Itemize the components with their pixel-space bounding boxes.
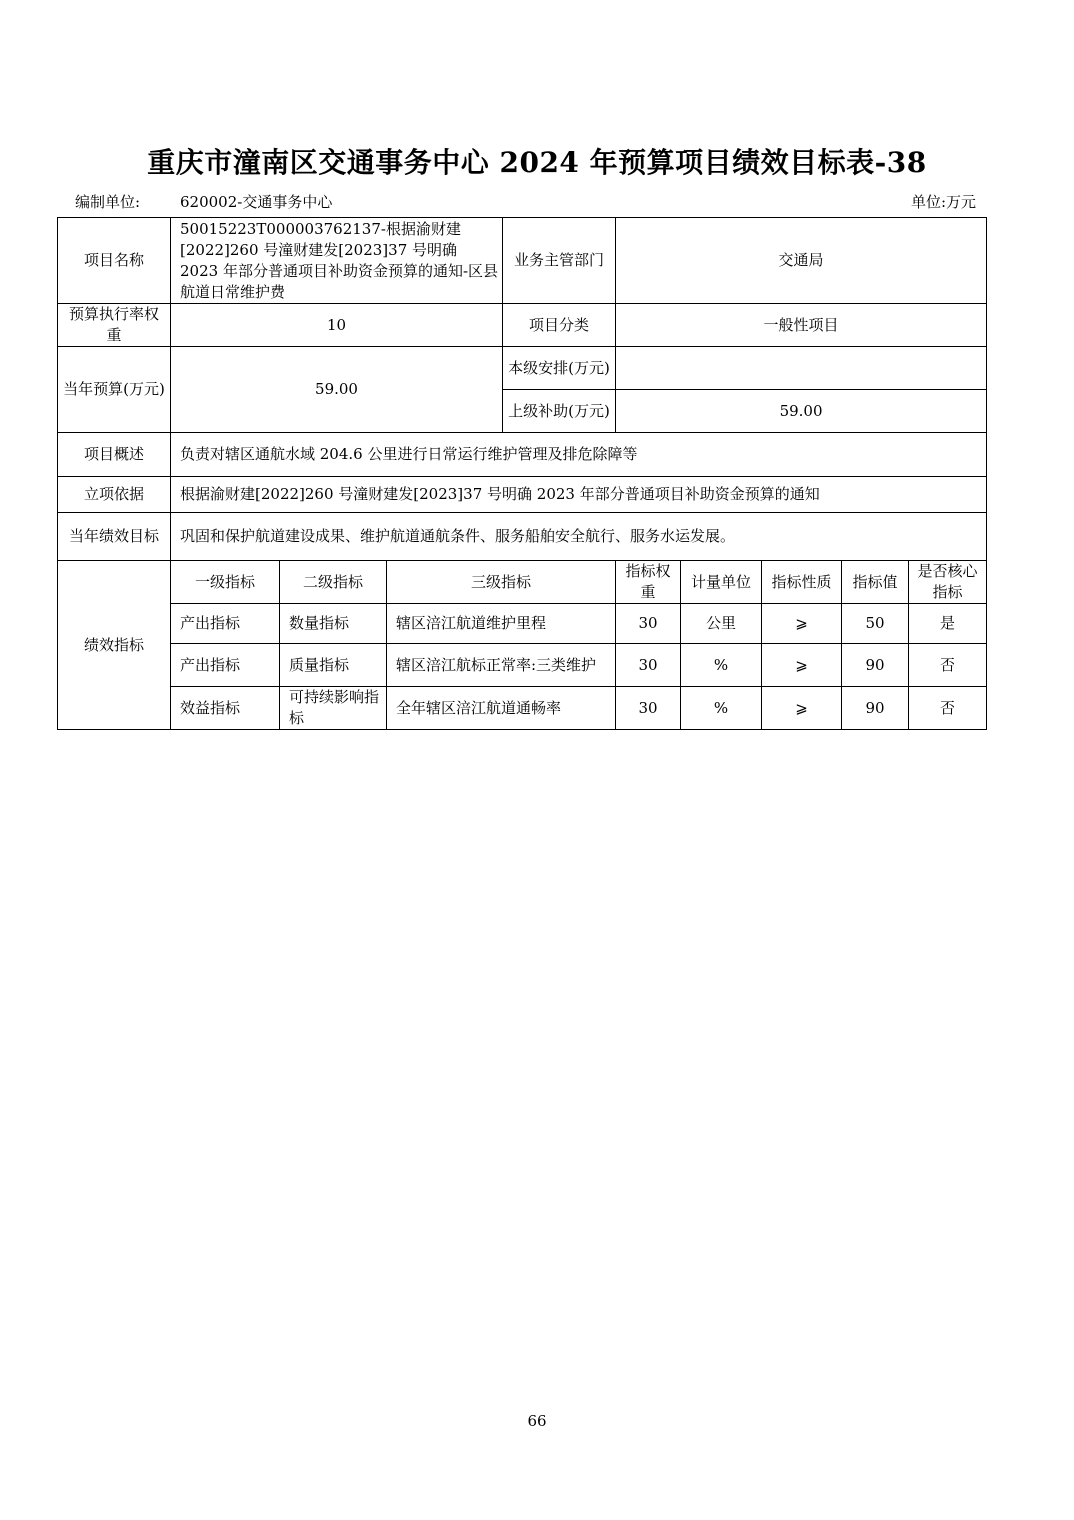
value-cell: 90 <box>842 644 909 687</box>
core-cell: 否 <box>909 644 987 687</box>
goal-label: 当年绩效目标 <box>58 513 171 561</box>
header-nature: 指标性质 <box>762 561 842 604</box>
header-level1: 一级指标 <box>171 561 280 604</box>
level3-cell: 辖区涪江航道维护里程 <box>387 604 616 644</box>
level1-cell: 效益指标 <box>171 687 280 730</box>
header-value: 指标值 <box>842 561 909 604</box>
unit-cell: % <box>681 644 762 687</box>
level3-cell: 辖区涪江航标正常率:三类维护 <box>387 644 616 687</box>
page-number: 66 <box>527 1412 547 1430</box>
weight-cell: 30 <box>616 604 681 644</box>
table-row <box>58 644 987 687</box>
upper-label: 上级补助(万元) <box>503 390 616 433</box>
weight-cell: 30 <box>616 687 681 730</box>
core-cell: 否 <box>909 687 987 730</box>
header-weight: 指标权重 <box>616 561 681 604</box>
basis-value: 根据渝财建[2022]260 号潼财建发[2023]37 号明确 2023 年部分普通项目补助资金预算的通知 <box>171 477 987 513</box>
dept-label: 业务主管部门 <box>503 218 616 304</box>
header-core: 是否核心指标 <box>909 561 987 604</box>
header-level2: 二级指标 <box>280 561 387 604</box>
table-row <box>58 604 987 644</box>
category-label: 项目分类 <box>503 304 616 347</box>
table-row <box>58 687 987 730</box>
org-value: 620002-交通事务中心 <box>180 193 333 211</box>
overview-value: 负责对辖区通航水域 204.6 公里进行日常运行维护管理及排危除障等 <box>171 433 987 477</box>
core-cell: 是 <box>909 604 987 644</box>
category-value: 一般性项目 <box>616 304 987 347</box>
local-value <box>616 347 987 390</box>
local-label: 本级安排(万元) <box>503 347 616 390</box>
unit-cell: % <box>681 687 762 730</box>
page-title: 重庆市潼南区交通事务中心 2024 年预算项目绩效目标表-38 <box>147 146 927 179</box>
exec-weight-value: 10 <box>171 304 503 347</box>
overview-label: 项目概述 <box>58 433 171 477</box>
weight-cell: 30 <box>616 644 681 687</box>
level2-cell: 数量指标 <box>280 604 387 644</box>
level3-cell: 全年辖区涪江航道通畅率 <box>387 687 616 730</box>
budget-label: 当年预算(万元) <box>58 347 171 433</box>
goal-value: 巩固和保护航道建设成果、维护航道通航条件、服务船舶安全航行、服务水运发展。 <box>171 513 987 561</box>
unit-label: 单位:万元 <box>910 193 976 211</box>
header-unit: 计量单位 <box>681 561 762 604</box>
nature-cell: ⩾ <box>762 644 842 687</box>
project-name-value: 50015223T000003762137-根据渝财建[2022]260 号潼财建发[2023]37 号明确 2023 年部分普通项目补助资金预算的通知-区县航道日常维护费 <box>171 218 503 304</box>
header-level3: 三级指标 <box>387 561 616 604</box>
level2-cell: 质量指标 <box>280 644 387 687</box>
nature-cell: ⩾ <box>762 604 842 644</box>
unit-cell: 公里 <box>681 604 762 644</box>
indicators-label: 绩效指标 <box>58 561 171 730</box>
level1-cell: 产出指标 <box>171 604 280 644</box>
dept-value: 交通局 <box>616 218 987 304</box>
level1-cell: 产出指标 <box>171 644 280 687</box>
basis-label: 立项依据 <box>58 477 171 513</box>
nature-cell: ⩾ <box>762 687 842 730</box>
performance-table <box>57 217 987 730</box>
budget-value: 59.00 <box>171 347 503 433</box>
org-label: 编制单位: <box>75 193 141 211</box>
value-cell: 90 <box>842 687 909 730</box>
value-cell: 50 <box>842 604 909 644</box>
upper-value: 59.00 <box>616 390 987 433</box>
project-name-label: 项目名称 <box>58 218 171 304</box>
exec-weight-label: 预算执行率权重 <box>58 304 171 347</box>
level2-cell: 可持续影响指标 <box>280 687 387 730</box>
